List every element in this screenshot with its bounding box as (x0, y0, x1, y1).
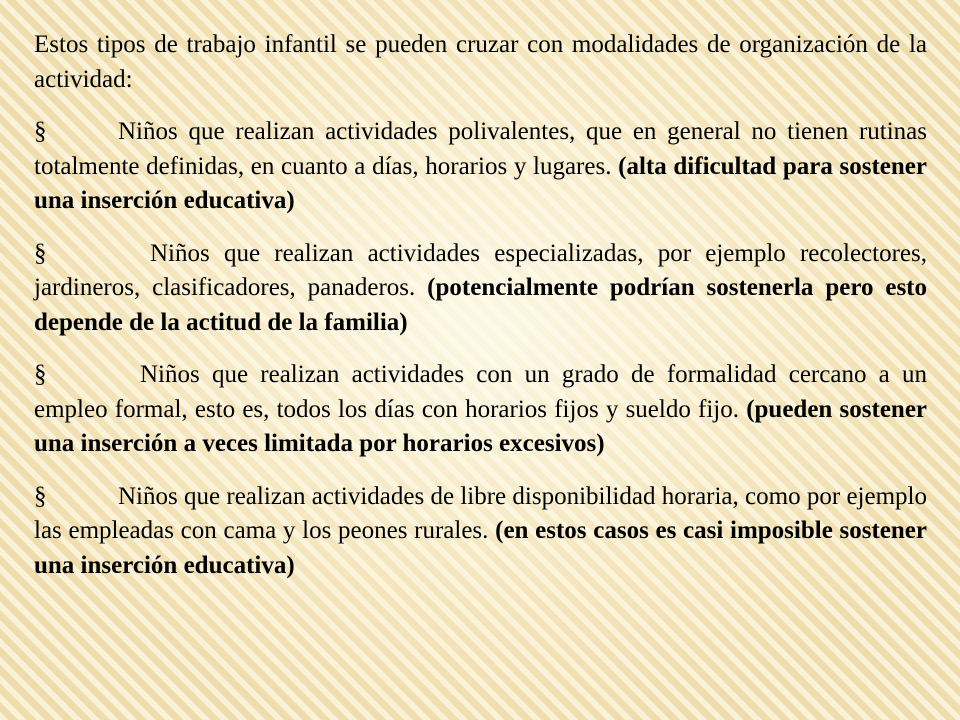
item-text: Niños que realizan actividades polivalentes, que en general no tienen rutinas totalmente definidas, en cuanto a días, horarios y lugares. (34, 118, 927, 180)
item-text: Niños que realizan actividades especializadas, por ejemplo recolectores, jardineros, clasificadores, panaderos. (34, 239, 927, 301)
list-item (34, 115, 927, 219)
item-text: Niños que realizan actividades de libre disponibilidad horaria, como por ejemplo las empleadas con cama y los peones rurales. (34, 482, 927, 544)
slide-content (34, 28, 927, 708)
intro-paragraph: Estos tipos de trabajo infantil se pueden cruzar con modalidades de organización de la actividad: (34, 31, 927, 93)
bullet-marker: § (34, 239, 47, 267)
item-note: (en estos casos es casi imposible sostener una inserción educativa) (34, 517, 927, 579)
item-note: (alta dificultad para sostener una inserción educativa) (34, 152, 927, 214)
list-item (34, 480, 927, 584)
list-item (34, 237, 927, 341)
item-note: (potencialmente podrían sostenerla pero esto depende de la actitud de la familia) (34, 274, 928, 336)
bullet-marker: § (34, 361, 47, 388)
bullet-marker: § (34, 482, 47, 510)
bullet-marker: § (34, 118, 47, 145)
item-note: (pueden sostener una inserción a veces limitada por horarios excesivos) (34, 395, 928, 457)
item-text: Niños que realizan actividades con un grado de formalidad cercano a un empleo formal, esto es, todos los días con horarios fijos y sueldo fijo. (34, 361, 927, 423)
list-item (34, 358, 927, 462)
